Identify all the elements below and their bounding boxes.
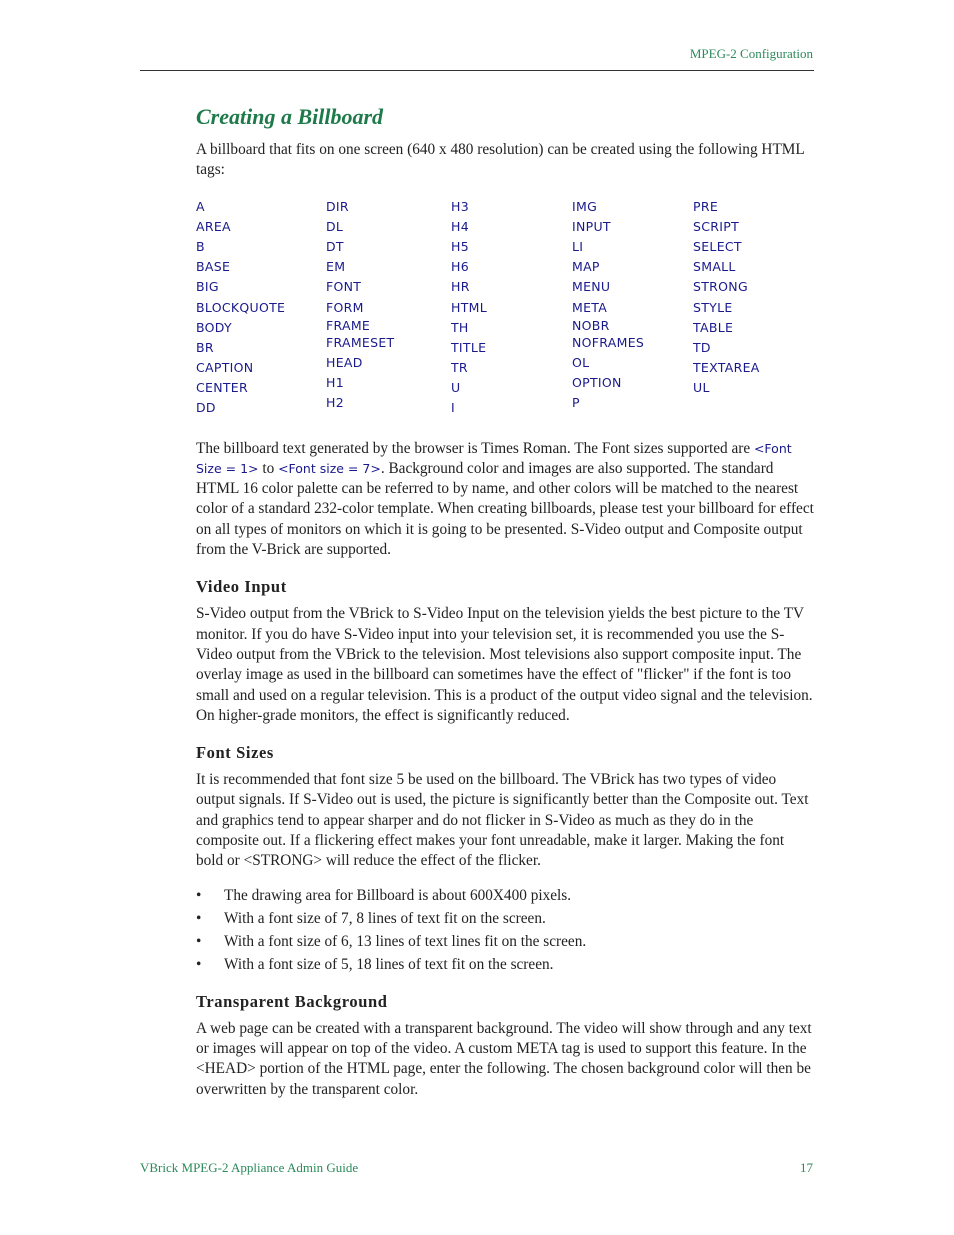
font-size-max-code: <Font size = 7> (278, 460, 381, 476)
html-tag: PRE (693, 198, 719, 214)
font-size-bullet-list (196, 886, 814, 975)
html-tag: H5 (451, 238, 469, 254)
html-tag: TD (693, 339, 711, 355)
html-tag: FRAME (326, 317, 371, 333)
html-tag: DIR (326, 198, 349, 214)
html-tag: MENU (572, 279, 611, 295)
html-tag: SMALL (693, 259, 736, 275)
transparent-background-paragraph: A web page can be created with a transparent background. The video will show through and any text or images will appear on top of the video. A custom META tag is used to support this feature. In the <HEAD> portion of the HTML page, enter the following. The chosen background color will then be overwritten by the transparent color. (196, 1019, 812, 1098)
html-tag: HEAD (326, 354, 363, 370)
html-tag: SELECT (693, 238, 742, 254)
bullet-dot: • (196, 886, 202, 904)
html-tag: H2 (326, 395, 344, 411)
html-tag: CAPTION (196, 360, 254, 376)
html-tag-list (196, 197, 814, 419)
html-tag: I (451, 400, 455, 416)
html-tag: TABLE (693, 319, 734, 335)
bullet-item (196, 932, 814, 952)
html-tag: BIG (196, 279, 219, 295)
font-support-paragraph (196, 439, 814, 561)
bullet-dot: • (196, 932, 202, 950)
html-tag: BODY (196, 319, 232, 335)
video-input-heading: Video Input (196, 577, 287, 597)
video-input-paragraph: S-Video output from the VBrick to S-Video Input on the television yields the best picture to the TV monitor. If you do have S-Video input into your television set, it is recommended you use the S-Video output from the VBrick to the television. Most televisions also support composite input. The overlay image as used in the billboard can sometimes have the effect of "flicker" if the font is too small and used on a regular television. This is a product of the output video signal and the television. On higher-grade monitors, the effect is significantly reduced. (196, 605, 813, 724)
font-sizes-paragraph: It is recommended that font size 5 be used on the billboard. The VBrick has two types of video output signals. If S-Video out is used, the picture is significantly better than the Composite out. Text and graphics tend to appear sharper and do not flicker in S-Video as much as they do in the composite out. If a flickering effect makes your font unreadable, make it larger. Making the font bold or <STRONG> will reduce the effect of the flicker. (196, 771, 809, 870)
html-tag: BR (196, 339, 214, 355)
bullet-text: The drawing area for Billboard is about 600X400 pixels. (224, 886, 572, 904)
tag-column-2 (326, 197, 394, 414)
html-tag: DT (326, 238, 344, 254)
page-content (196, 104, 814, 1100)
transparent-background-heading: Transparent Background (196, 991, 388, 1011)
html-tag: B (196, 238, 205, 254)
font-text-mid: to (258, 459, 279, 477)
intro-paragraph: A billboard that fits on one screen (640 x 480 resolution) can be created using the following HTML tags: (196, 141, 805, 179)
bullet-dot: • (196, 909, 202, 927)
html-tag: CENTER (196, 380, 248, 396)
html-tag: U (451, 380, 461, 396)
html-tag: TITLE (451, 339, 487, 355)
html-tag: INPUT (572, 218, 611, 234)
html-tag: H3 (451, 198, 469, 214)
running-header: MPEG-2 Configuration (689, 46, 813, 61)
font-text-before: The billboard text generated by the browser is Times Roman. The Font sizes supported are (196, 439, 754, 457)
html-tag: AREA (196, 218, 231, 234)
html-tag: FORM (326, 299, 364, 315)
footer-page-number: 17 (800, 1160, 813, 1175)
tag-column-1 (196, 197, 285, 419)
html-tag: DL (326, 218, 344, 234)
bullet-text: With a font size of 7, 8 lines of text fit on the screen. (224, 909, 546, 927)
html-tag: TH (451, 319, 469, 335)
html-tag: IMG (572, 198, 598, 214)
font-size-min-code: <Font Size = 1> (196, 440, 792, 476)
html-tag: TR (451, 360, 468, 376)
font-sizes-heading: Font Sizes (196, 743, 274, 763)
html-tag: FONT (326, 279, 362, 295)
html-tag: META (572, 299, 608, 315)
html-tag: NOFRAMES (572, 334, 645, 350)
bullet-text: With a font size of 5, 18 lines of text fit on the screen. (224, 955, 554, 973)
html-tag: STYLE (693, 299, 733, 315)
html-tag: DD (196, 400, 216, 416)
tag-column-3 (451, 197, 487, 419)
html-tag: HR (451, 279, 470, 295)
tag-column-5 (693, 197, 760, 399)
html-tag: FRAMESET (326, 334, 395, 350)
html-tag: H1 (326, 375, 344, 391)
header-rule (140, 70, 814, 71)
html-tag: BASE (196, 259, 231, 275)
tag-column-4 (572, 197, 644, 414)
bullet-dot: • (196, 955, 202, 973)
bullet-item (196, 955, 814, 975)
html-tag: H4 (451, 218, 469, 234)
html-tag: NOBR (572, 317, 610, 333)
html-tag: STRONG (693, 279, 748, 295)
font-text-after: . Background color and images are also supported. The standard HTML 16 color palette can be referred to by name, and other colors will be matched to the nearest color of a standard 232-color template. When creating billboards, please test your billboard for effect on all types of monitors on which it is going to be presented. S-Video output and Composite output from the V-Brick are supported. (196, 459, 814, 559)
bullet-item (196, 886, 814, 906)
html-tag: HTML (451, 299, 487, 315)
html-tag: A (196, 198, 205, 214)
html-tag: H6 (451, 259, 469, 275)
html-tag: TEXTAREA (693, 360, 760, 376)
html-tag: EM (326, 259, 346, 275)
html-tag: OL (572, 354, 590, 370)
html-tag: BLOCKQUOTE (196, 299, 286, 315)
bullet-text: With a font size of 6, 13 lines of text lines fit on the screen. (224, 932, 587, 950)
footer-guide-title: VBrick MPEG-2 Appliance Admin Guide (140, 1160, 359, 1175)
section-title: Creating a Billboard (196, 104, 384, 129)
html-tag: MAP (572, 259, 600, 275)
html-tag: P (572, 395, 580, 411)
html-tag: UL (693, 380, 710, 396)
html-tag: SCRIPT (693, 218, 740, 234)
html-tag: OPTION (572, 375, 622, 391)
bullet-item (196, 909, 814, 929)
html-tag: LI (572, 238, 584, 254)
